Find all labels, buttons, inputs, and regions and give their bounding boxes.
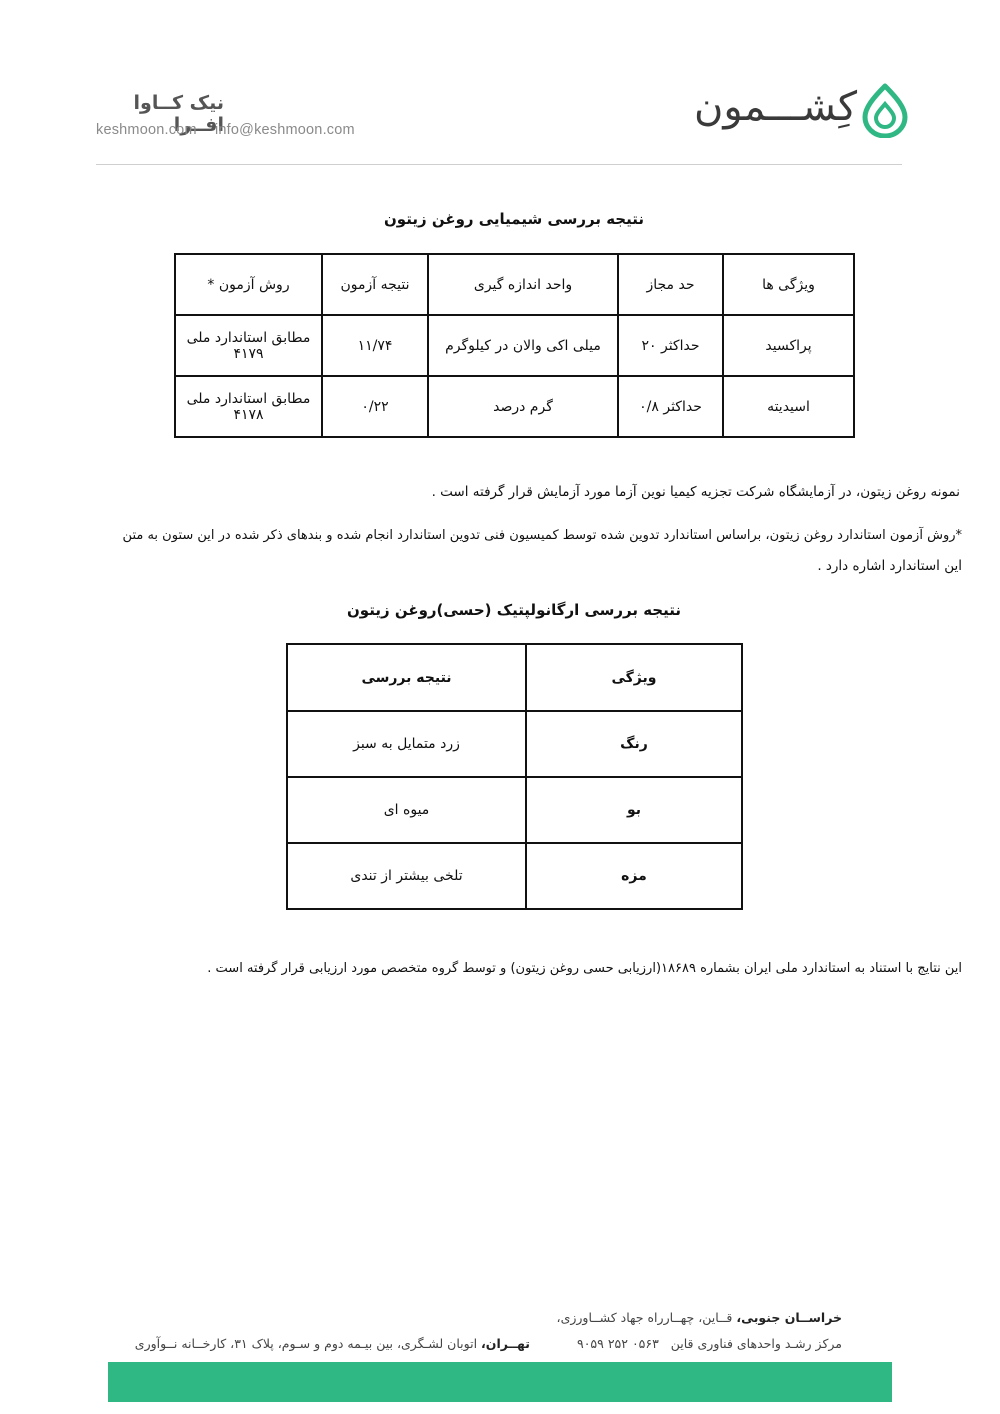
footer-tehran-text: اتوبان لشـگری، بین بیـمه دوم و سـوم، پلاک ۳۱، کارخــانه نــوآوری [134,1336,478,1351]
footer-tehran-address [134,1336,530,1351]
logo-drop-icon [859,82,911,138]
header-cell: واحد اندازه گیری [428,254,618,315]
header-cell: روش آزمون * [175,254,322,315]
table-cell: مطابق استاندارد ملی ۴۱۷۸ [175,376,322,437]
method-note-line1: *روش آزمون استاندارد روغن زیتون، براساس استاندارد تدوین شده توسط کمیسیون فنی تدوین استاندارد انجام شده و بندهای ذکر شده در این ستون به متن [122,528,962,543]
organoleptic-title: نتیجه بررسی ارگانولپتیک (حسی)روغن زیتون [347,601,681,619]
brand-name: نیک کــاوا افــرا [133,92,224,136]
header-cell: نتیجه آزمون [322,254,428,315]
footer-center-line [520,1336,842,1351]
header-cell: ویژگی [526,644,742,711]
header-cell: ویژگی ها [723,254,854,315]
organoleptic-table [286,643,743,910]
chemical-table [174,253,855,438]
logo-text: کِشـــمون [693,84,857,130]
table-cell: زرد متمایل به سبز [287,711,526,777]
table-row [287,711,742,777]
footer-phone[interactable]: ۰۵۶۳ ۲۵۲ ۹۰۵۹ [576,1336,659,1351]
header-divider [96,164,902,165]
table-row [175,315,854,376]
table-cell: رنگ [526,711,742,777]
table-cell: گرم درصد [428,376,618,437]
header-cell: نتیجه بررسی [287,644,526,711]
table-row [287,777,742,843]
table-cell: بو [526,777,742,843]
table-cell: میلی اکی والان در کیلوگرم [428,315,618,376]
table-cell: میوه ای [287,777,526,843]
table-cell: مزه [526,843,742,909]
footer-south-label: خراســان جنوبی، [736,1310,842,1325]
website-link[interactable]: keshmoon.com [96,122,197,138]
table-cell: مطابق استاندارد ملی ۴۱۷۹ [175,315,322,376]
footer-south-text: قــاین، چهــارراه جهاد کشــاورزی، [556,1310,733,1325]
table-header-row [175,254,854,315]
footer-south-address [520,1310,842,1325]
method-note-line2: این استاندارد اشاره دارد . [817,558,962,574]
table-row [175,376,854,437]
table-cell: حداکثر ۲۰ [618,315,723,376]
header-cell: حد مجاز [618,254,723,315]
sample-note: نمونه روغن زیتون، در آزمایشگاه شرکت تجزیه کیمیا نوین آزما مورد آزمایش قرار گرفته است . [431,484,960,500]
footer-tehran-label: تهــران، [481,1336,530,1351]
table-cell: پراکسید [723,315,854,376]
footer-color-band [108,1362,892,1402]
contact-line [96,122,369,138]
table-cell: حداکثر ۰/۸ [618,376,723,437]
email-link[interactable]: info@keshmoon.com [214,122,355,138]
table-header-row [287,644,742,711]
table-cell: ۰/۲۲ [322,376,428,437]
footer-center-text: مرکز رشـد واحدهای فناوری قاین [670,1336,842,1351]
table-cell: اسیدیته [723,376,854,437]
conclusion-note: این نتایج با استناد به استاندارد ملی ایران بشماره ۱۸۶۸۹(ارزیابی حسی روغن زیتون) و توسط گروه متخصص مورد ارزیابی قرار گرفته است . [207,961,962,976]
chemical-title: نتیجه بررسی شیمیایی روغن زیتون [384,210,644,228]
table-cell: ۱۱/۷۴ [322,315,428,376]
table-cell: تلخی بیشتر از تندی [287,843,526,909]
table-row [287,843,742,909]
